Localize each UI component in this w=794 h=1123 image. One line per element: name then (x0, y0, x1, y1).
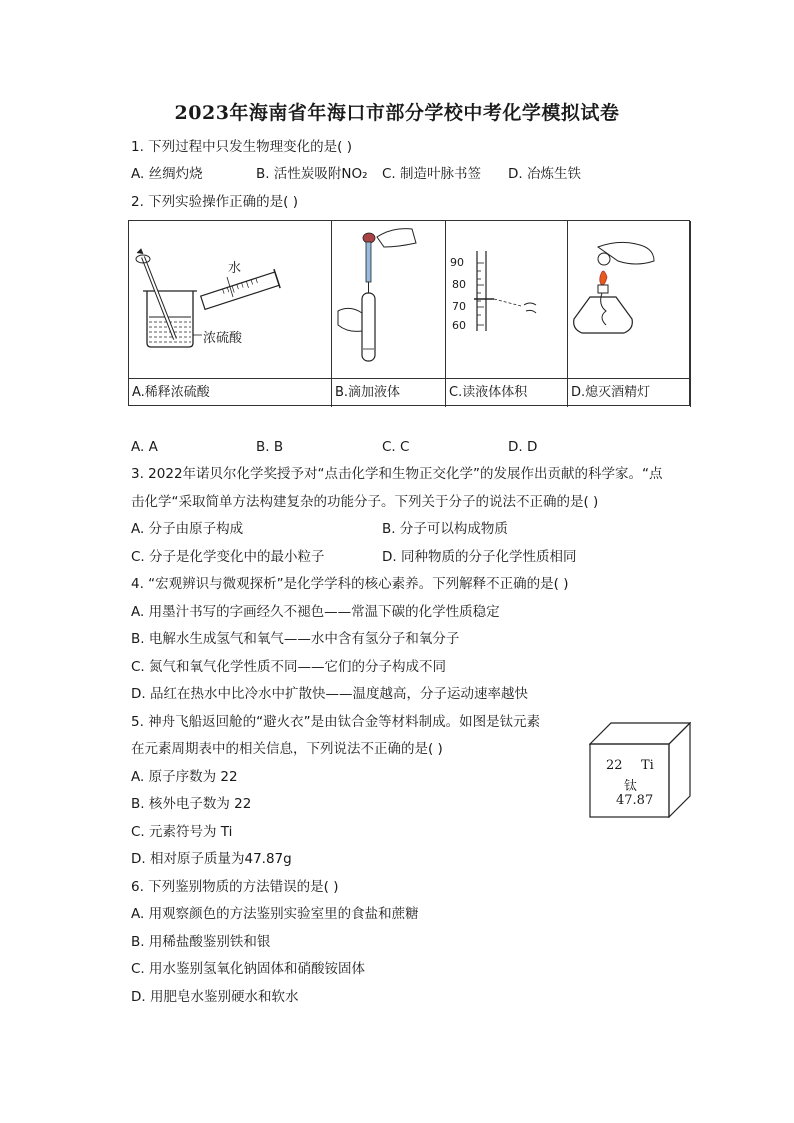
element-name: 钛 (624, 779, 638, 794)
q1-option-b: B. 活性炭吸附NO₂ (256, 166, 368, 182)
atomic-number: 22 (606, 758, 623, 773)
q5-option-a: A. 原子序数为 22 (131, 769, 238, 785)
q2-option-b: B. B (256, 439, 284, 455)
question-2-stem: 2. 下列实验操作正确的是( ) (131, 194, 298, 210)
q5-option-b: B. 核外电子数为 22 (131, 796, 252, 812)
tick-90: 90 (450, 256, 464, 269)
tick-60: 60 (452, 319, 466, 332)
caption-c: C.读液体体积 (449, 385, 528, 400)
q5-option-c: C. 元素符号为 Ti (131, 824, 233, 840)
q2-option-a: A. A (131, 439, 158, 455)
caption-b: B.滴加液体 (335, 385, 401, 400)
q3-option-b: B. 分子可以构成物质 (382, 521, 508, 537)
q4-option-c: C. 氮气和氧气化学性质不同——它们的分子构成不同 (131, 659, 447, 675)
q3-option-d: D. 同种物质的分子化学性质相同 (382, 549, 577, 565)
question-6-stem: 6. 下列鉴别物质的方法错误的是( ) (131, 879, 339, 895)
q6-option-b: B. 用稀盐酸鉴别铁和银 (131, 934, 271, 950)
tick-80: 80 (452, 278, 466, 291)
q6-option-d: D. 用肥皂水鉴别硬水和软水 (131, 989, 299, 1005)
question-3-stem-line2: 击化学“采取简单方法构建复杂的功能分子。下列关于分子的说法不正确的是( ) (131, 494, 599, 510)
caption-d: D.熄灭酒精灯 (571, 385, 651, 400)
water-label: 水 (228, 261, 242, 276)
element-symbol: Ti (641, 758, 654, 773)
q3-option-a: A. 分子由原子构成 (131, 521, 244, 537)
dilute-acid-illustration (129, 221, 332, 378)
q1-option-d: D. 冶炼生铁 (508, 166, 581, 182)
q5-option-d: D. 相对原子质量为47.87g (131, 851, 292, 867)
q1-option-c: C. 制造叶脉书签 (382, 166, 482, 182)
page-title: 2023年海南省年海口市部分学校中考化学模拟试卷 (174, 102, 620, 124)
q4-option-b: B. 电解水生成氢气和氧气——水中含有氢分子和氧分子 (131, 631, 460, 647)
q6-option-c: C. 用水鉴别氢氧化钠固体和硝酸铵固体 (131, 961, 366, 977)
alcohol-lamp-illustration (568, 221, 691, 378)
question-5-stem-line1: 5. 神舟飞船返回舱的“避火衣”是由钛合金等材料制成。如图是钛元素 (131, 714, 541, 730)
q6-option-a: A. 用观察颜色的方法鉴别实验室里的食盐和蔗糖 (131, 906, 419, 922)
q2-option-d: D. D (508, 439, 538, 455)
atomic-mass: 47.87 (616, 793, 654, 808)
question-4-stem: 4. “宏观辨识与微观探析”是化学学科的核心素养。下列解释不正确的是( ) (131, 576, 569, 592)
q2-option-c: C. C (382, 439, 410, 455)
dropper-illustration (332, 221, 446, 378)
q4-option-a: A. 用墨汁书写的字画经久不褪色——常温下碳的化学性质稳定 (131, 604, 500, 620)
caption-a: A.稀释浓硫酸 (132, 385, 210, 400)
tick-70: 70 (452, 300, 466, 313)
q4-option-d: D. 品红在热水中比冷水中扩散快——温度越高，分子运动速率越快 (131, 686, 528, 702)
question-3-stem-line1: 3. 2022年诺贝尔化学奖授予对“点击化学和生物正交化学”的发展作出贡献的科学家。“点 (131, 466, 663, 482)
acid-label: 浓硫酸 (203, 331, 243, 346)
q3-option-c: C. 分子是化学变化中的最小粒子 (131, 549, 325, 565)
q1-option-a: A. 丝绸灼烧 (131, 166, 203, 182)
experiment-figure-table (128, 220, 690, 406)
titanium-element-card (589, 722, 691, 818)
question-5-stem-line2: 在元素周期表中的相关信息，下列说法不正确的是( ) (131, 741, 443, 757)
question-1-stem: 1. 下列过程中只发生物理变化的是( ) (131, 139, 352, 155)
